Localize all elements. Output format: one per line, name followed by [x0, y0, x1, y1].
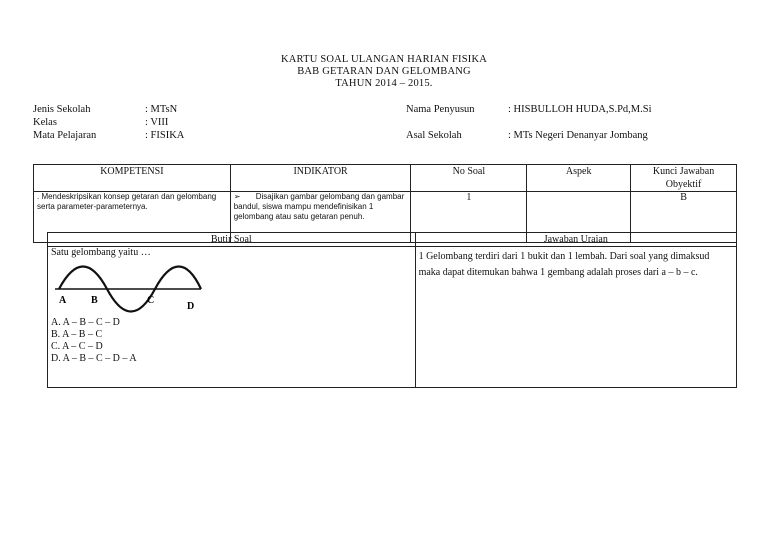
- header-jawaban-uraian: Jawaban Uraian: [415, 233, 736, 247]
- wave-label-a: A: [59, 295, 67, 306]
- document-title: [0, 54, 768, 90]
- question-row: [48, 247, 737, 388]
- info-value-nama-penyusun: : HISBULLOH HUDA,S.Pd,M.Si: [508, 104, 652, 115]
- wave-label-c: C: [147, 295, 155, 306]
- header-no-soal: No Soal: [411, 165, 527, 192]
- kunci-cell: B: [631, 192, 737, 243]
- info-value-kelas: : VIII: [145, 117, 169, 128]
- title-line-3: TAHUN 2014 – 2015.: [335, 78, 433, 89]
- question-cell: [48, 247, 416, 388]
- wave-label-d: D: [187, 301, 195, 312]
- option-a: A. A – B – C – D: [51, 317, 120, 328]
- header-butir-soal: Butir Soal: [48, 233, 416, 247]
- no-soal-cell: 1: [411, 192, 527, 243]
- competency-header-row: [34, 165, 737, 192]
- info-label-jenis-sekolah: Jenis Sekolah: [33, 104, 91, 115]
- info-label-mata-pelajaran: Mata Pelajaran: [33, 130, 97, 141]
- question-text: Satu gelombang yaitu …: [51, 247, 151, 258]
- question-table: [47, 232, 737, 388]
- bullet-arrow-icon: ➢: [233, 192, 241, 201]
- info-value-mata-pelajaran: : FISIKA: [145, 130, 185, 141]
- option-b: B. A – B – C: [51, 329, 103, 340]
- info-value-jenis-sekolah: : MTsN: [145, 104, 178, 115]
- info-label-kelas: Kelas: [33, 117, 57, 128]
- info-label-asal-sekolah: Asal Sekolah: [406, 130, 462, 141]
- answer-cell: 1 Gelombang terdiri dari 1 bukit dan 1 lembah. Dari soal yang dimaksud maka dapat ditemukan bahwa 1 gembang adalah proses dari a – b – c.: [415, 247, 736, 388]
- info-label-nama-penyusun: Nama Penyusun: [406, 104, 475, 115]
- header-kompetensi: KOMPETENSI: [34, 165, 231, 192]
- question-header-row: [48, 233, 737, 247]
- answer-options: [51, 317, 412, 365]
- title-line-2: BAB GETARAN DAN GELOMBANG: [297, 66, 471, 77]
- indikator-text: Disajikan gambar gelombang dan gambar bandul, siswa mampu mendefinisikan 1 gelombang atau satu getaran penuh.: [233, 192, 405, 221]
- header-indikator: INDIKATOR: [230, 165, 411, 192]
- wave-diagram: [51, 261, 211, 313]
- header-aspek: Aspek: [527, 165, 631, 192]
- option-c: C. A – C – D: [51, 341, 103, 352]
- info-value-asal-sekolah: : MTs Negeri Denanyar Jombang: [508, 130, 648, 141]
- header-kunci-jawaban: Kunci Jawaban Obyektif: [631, 165, 737, 192]
- kompetensi-cell: . Mendeskripsikan konsep getaran dan gelombang serta parameter-parameternya.: [34, 192, 231, 243]
- title-line-1: KARTU SOAL ULANGAN HARIAN FISIKA: [280, 54, 488, 65]
- option-d: D. A – B – C – D – A: [51, 353, 137, 364]
- wave-label-b: B: [91, 295, 98, 306]
